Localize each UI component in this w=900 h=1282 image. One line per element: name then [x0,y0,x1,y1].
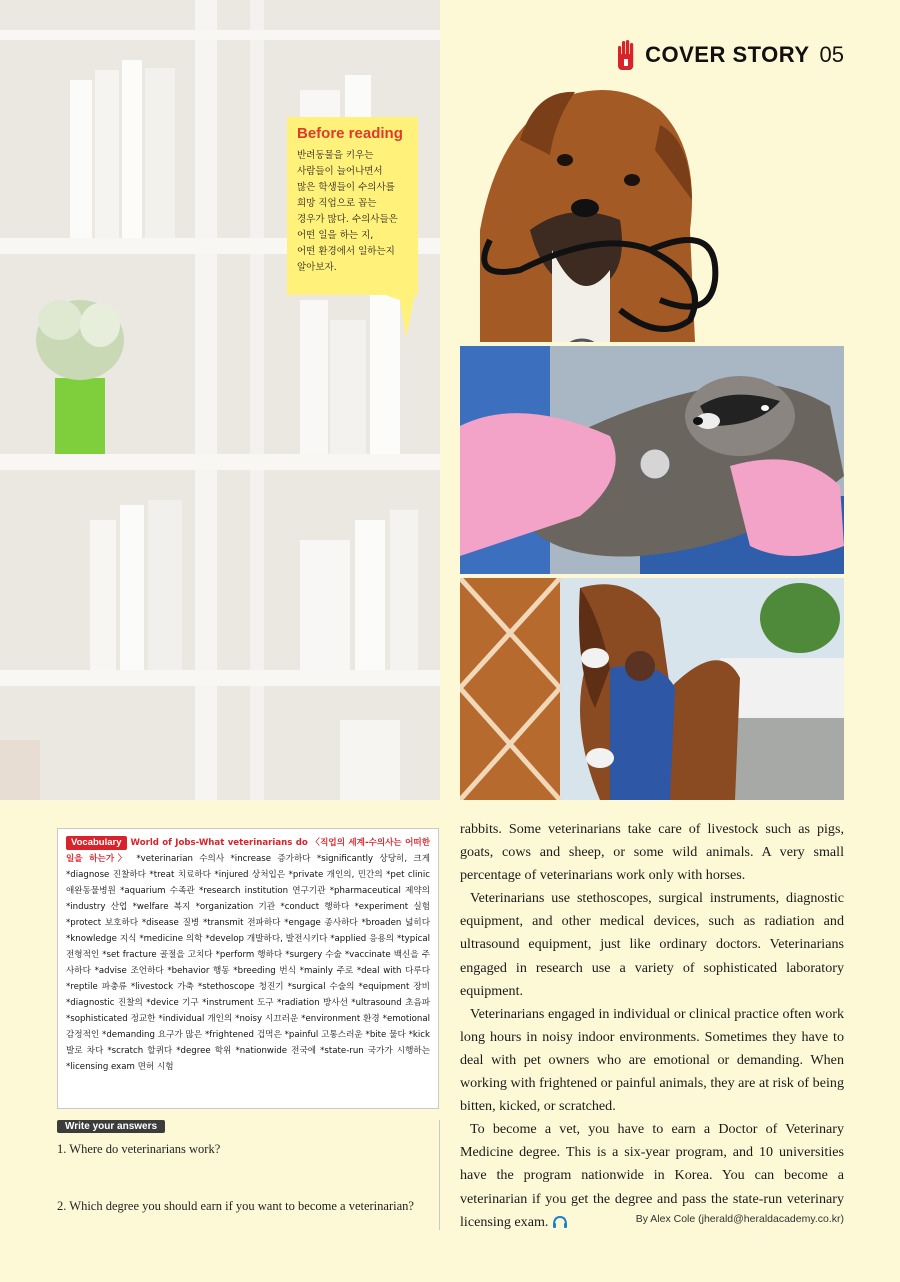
article-paragraph: To become a vet, you have to earn a Doctor of Veterinary Medicine degree. This is a six-year program, and 10 universities have the program nationwide in Korea. You can become a veterinarian if you get the degree and pass the state-run veterinary licensing exam. [460,1121,844,1230]
section-header [617,38,844,72]
article-body [460,818,844,1234]
answers-tag: Write your answers [57,1120,165,1133]
horse-and-vet-photo [460,578,844,800]
vocabulary-body: *veterinarian 수의사 *increase 증가하다 *significantly 상당히, 크게 *diagnose 진찰하다 *treat 치료하다 *injured 상처입은 *private 개인의, 민간의 *pet clinic 애완동물병원 *aquarium 수족관 *research institution 연구기관 *pharmaceutical 제약의 *industry 산업 *welfare 복지 *organization 기관 *conduct 행하다 *experiment 실험 *protect 보호하다 *disease 질병 *transmit 전파하다 *engage 종사하다 *broaden 넓히다 *knowledge 지식 *medicine 의학 *develop 개발하다, 발전시키다 *applied 응용의 *typical 전형적인 *set fracture 골절을 고치다 *perform 행하다 *surgery 수술 *vaccinate 백신을 주사하다 *advise 조언하다 *behavior 행동 *breeding 번식 *mainly 주로 *deal with 다루다 *reptile 파충류 *livestock 가축 *stethoscope 청진기 *surgical 수술의 *equipment 장비 *diagnostic 진찰의 *device 기구 *instrument 도구 *radiation 방사선 *ultrasound 초음파 *sophisticated 정교한 *individual 개인의 *noisy 시끄러운 *environment 환경 *emotional 감정적인 *demanding 요구가 많은 *frightened 겁먹은 *painful 고통스러운 *bite 물다 *kick 발로 차다 *scratch 할퀴다 *degree 학위 *nationwide 전국에 *state-run 국가가 시행하는 *licensing exam 면허 시험 [66,854,431,1072]
vocabulary-tag: Vocabulary [66,836,127,850]
vocabulary-text [66,835,430,1075]
headphones-icon[interactable] [552,1215,568,1229]
article-paragraph: rabbits. Some veterinarians take care of livestock such as pigs, goats, cows and sheep, or some wild animals. A very small percentage of veterinarians work only with horses. [460,821,844,884]
speech-bubble-tail-icon [370,290,418,340]
section-title: COVER STORY [645,42,810,67]
question-2: 2. Which degree you should earn if you want to become a veterinarian? [57,1199,414,1213]
before-reading-text: 반려동물을 키우는 사람들이 늘어나면서 많은 학생들이 수의사를 희망 직업으로 꼽는 경우가 많다. 수의사들은 어떤 일을 하는 지, 어떤 환경에서 일하는지 알아보자. [297,150,398,273]
before-reading-note [287,117,418,295]
article-paragraph: Veterinarians engaged in individual or clinical practice often work long hours in noisy indoor environments. Sometimes they have to deal with pet owners who are emotional or demanding. When working with frightened or painful animals, they are at risk of being bitten, kicked, or scratched. [460,1005,844,1115]
before-reading-title: Before reading [297,125,403,142]
vocabulary-heading: World of Jobs-What veterinarians do 〈직업의 세계-수의사는 어떠한 일을 하는가〉 [66,838,430,864]
boxer-dog-with-stethoscope-photo [460,80,844,342]
raccoon-checkup-photo [460,346,844,574]
raised-hand-logo-icon [617,38,635,72]
byline: By Alex Cole (jherald@heraldacademy.co.kr) [635,1213,844,1225]
article-paragraph: Veterinarians use stethoscopes, surgical instruments, diagnostic equipment, and other medical devices, such as radiation and ultrasound equipment, just like ordinary doctors. Veterinarians engaged in research use a variety of sophisticated laboratory equipment. [460,890,844,999]
page-number: 05 [819,42,844,67]
question-1: 1. Where do veterinarians work? [57,1142,221,1156]
vocabulary-box [57,828,439,1109]
answers-section [57,1120,440,1230]
